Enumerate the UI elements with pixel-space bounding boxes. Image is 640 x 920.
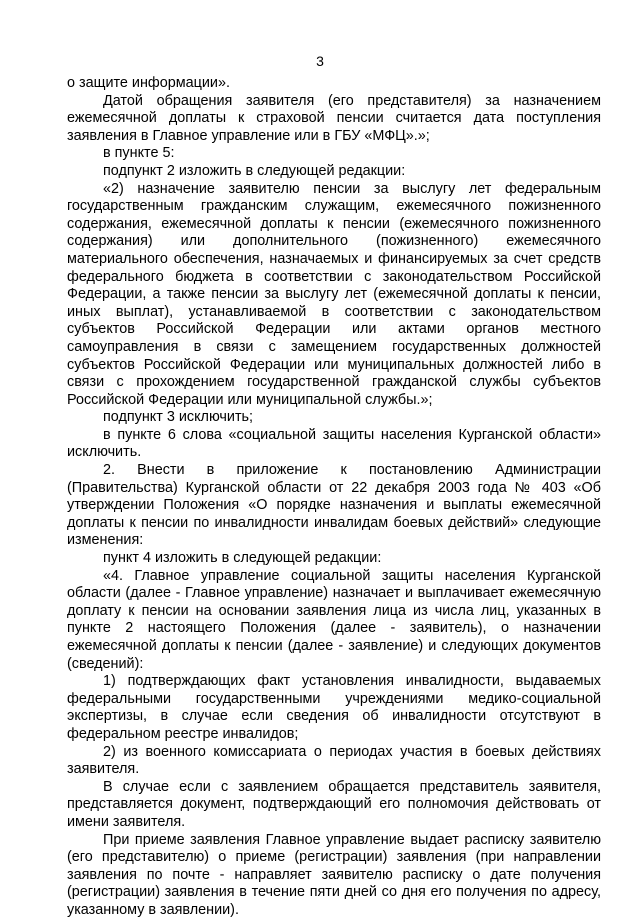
paragraph-12: 2) из военного комиссариата о периодах участия в боевых действиях заявителя. xyxy=(67,743,601,778)
paragraph-13: В случае если с заявлением обращается представитель заявителя, представляется документ, подтверждающий его полномочия действовать от имени заявителя. xyxy=(67,778,601,830)
document-body xyxy=(67,75,601,920)
paragraph-2: Датой обращения заявителя (его представителя) за назначением ежемесячной доплаты к страховой пенсии считается дата поступления заявления в Главное управление или в ГБУ «МФЦ».»; xyxy=(67,92,601,144)
paragraph-4: подпункт 2 изложить в следующей редакции: xyxy=(103,162,406,179)
paragraph-7: в пункте 6 слова «социальной защиты населения Курганской области» исключить. xyxy=(67,426,601,461)
paragraph-1: о защите информации». xyxy=(67,75,230,91)
paragraph-11: 1) подтверждающих факт установления инвалидности, выдаваемых федеральными государственными учреждениями медико-социальной экспертизы, в случае если сведения об инвалидности отсутствуют в федеральном реестре инвалидов; xyxy=(67,673,601,742)
paragraph-10: «4. Главное управление социальной защиты населения Курганской области (далее - Главное управление) назначает и выплачивает ежемесячную доплату к пенсии на основании заявления лица из числа лиц, указанных в пункте 2 настоящего Положения (далее - заявитель), о назначении ежемесячной доплаты к пенсии (далее - заявление) и следующих документов (сведений): xyxy=(67,567,601,672)
paragraph-5: «2) назначение заявителю пенсии за выслугу лет федеральным государственным гражданским служащим, ежемесячного пожизненного содержания, ежемесячной доплаты к пенсии (ежемесячного пожизненного содержания) или дополнительного (пожизненного) ежемесячного материального обеспечения, назначаемых и финансируемых за счет средств федерального бюджета в соответствии с законодательством Российской Федерации, а также пенсии за выслугу лет (ежемесячной доплаты к пенсии, иных выплат), устанавливаемой в соответствии с законодательством субъектов Российской Федерации или актами органов местного самоуправления в связи с замещением государственных должностей субъектов Российской Федерации или муниципальных должностей либо в связи с прохождением государственной гражданской службы субъектов Российской Федерации или муниципальной службы.»; xyxy=(67,180,601,408)
paragraph-9: пункт 4 изложить в следующей редакции: xyxy=(103,550,382,567)
paragraph-8: 2. Внести в приложение к постановлению Администрации (Правительства) Курганской области от 22 декабря 2003 года № 403 «Об утверждении Положения «О порядке назначения и выплаты ежемесячной доплаты к пенсии по инвалидности инвалидам боевых действий» следующие изменения: xyxy=(67,462,601,549)
paragraph-6: подпункт 3 исключить; xyxy=(103,409,254,426)
paragraph-3: в пункте 5: xyxy=(103,145,175,162)
paragraph-14: При приеме заявления Главное управление выдает расписку заявителю (его представителю) о приеме (регистрации) заявления (при направлении заявления по почте - направляет заявителю расписку о дате получения (регистрации) заявления в течение пяти дней со дня его получения по адресу, указанному в заявлении). xyxy=(67,831,601,918)
page-number: 3 xyxy=(316,53,324,69)
